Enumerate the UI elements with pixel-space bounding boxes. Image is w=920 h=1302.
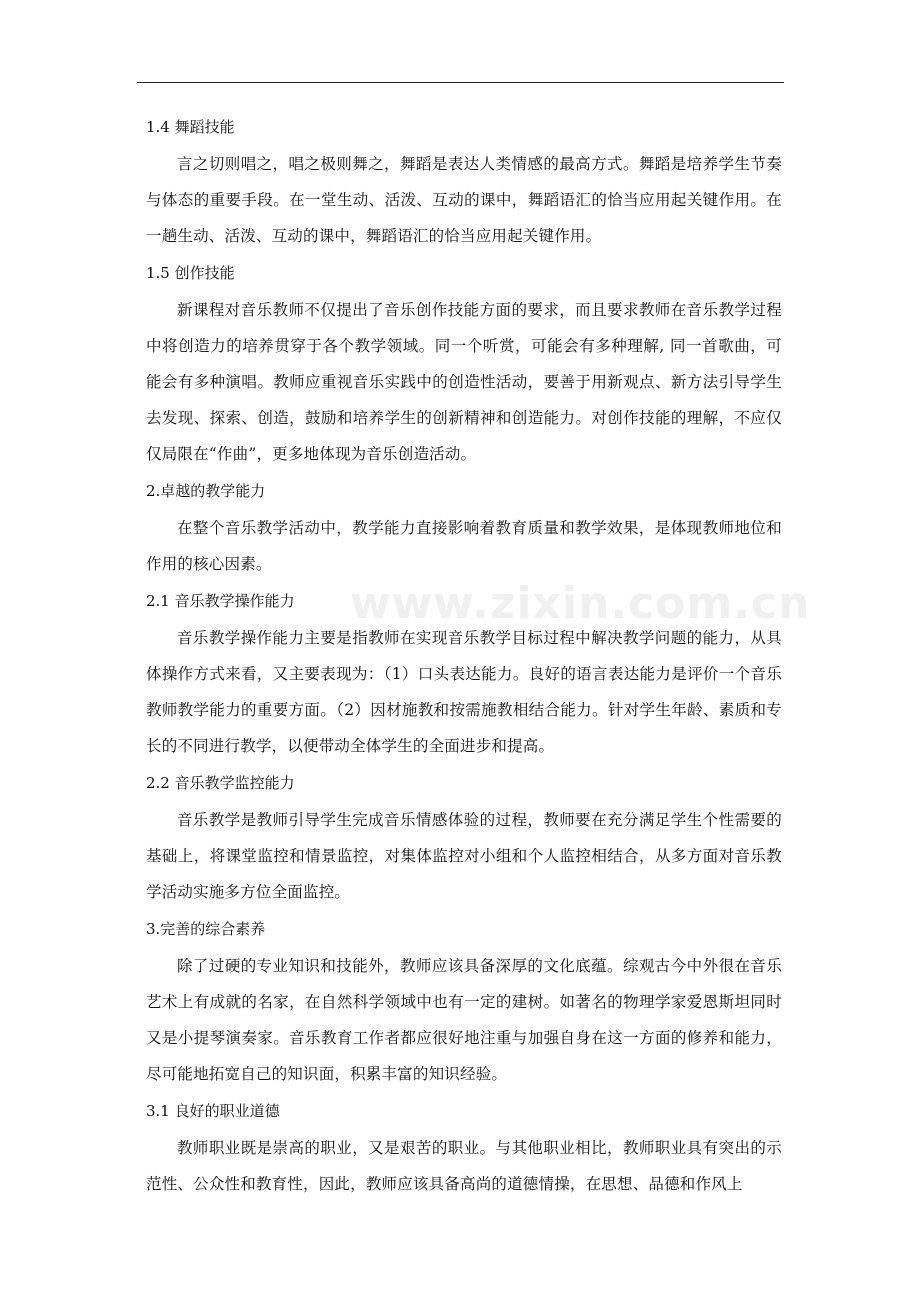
section-dance-skill	[146, 115, 782, 254]
section-heading: 3.1 良好的职业道德	[146, 1102, 280, 1120]
section-heading: 3.完善的综合素养	[146, 920, 266, 938]
paragraph: 除了过硬的专业知识和技能外，教师应该具备深厚的文化底蕴。综观古今中外很在音乐艺术上有成就的名家，在自然科学领域中也有一定的建树。如著名的物理学家爱恩斯坦同时又是小提琴演奏家。音乐教育工作者都应很好地注重与加强自身在这一方面的修养和能力，尽可能地拓宽自己的知识面，积累丰富的知识经验。	[146, 957, 782, 1083]
section-teaching-ability	[146, 479, 782, 582]
section-professional-ethics	[146, 1099, 782, 1202]
paragraph: 音乐教学是教师引导学生完成音乐情感体验的过程，教师要在充分满足学生个性需要的基础上，将课堂监控和情景监控，对集体监控对小组和个人监控相结合，从多方面对音乐教学活动实施多方位全面监控。	[146, 811, 782, 901]
section-heading: 1.4 舞蹈技能	[146, 118, 235, 136]
section-heading: 2.2 音乐教学监控能力	[146, 774, 295, 792]
header-rule	[137, 82, 784, 83]
paragraph: 教师职业既是崇高的职业，又是艰苦的职业。与其他职业相比，教师职业具有突出的示范性、公众性和教育性，因此，教师应该具备高尚的道德情操，在思想、品德和作风上	[146, 1139, 782, 1193]
section-comprehensive-quality	[146, 917, 782, 1092]
document-body	[146, 115, 782, 1209]
paragraph: 在整个音乐教学活动中，教学能力直接影响着教育质量和教学效果，是体现教师地位和作用的核心因素。	[146, 519, 782, 573]
section-creation-skill	[146, 261, 782, 472]
paragraph: 音乐教学操作能力主要是指教师在实现音乐教学目标过程中解决教学问题的能力，从具体操作方式来看，又主要表现为：（1）口头表达能力。良好的语言表达能力是评价一个音乐教师教学能力的重要方面。（2）因材施教和按需施教相结合能力。针对学生年龄、素质和专长的不同进行教学，以便带动全体学生的全面进步和提高。	[146, 629, 782, 755]
section-heading: 2.1 音乐教学操作能力	[146, 592, 295, 610]
section-heading: 2.卓越的教学能力	[146, 482, 266, 500]
paragraph: 言之切则唱之，唱之极则舞之，舞蹈是表达人类情感的最高方式。舞蹈是培养学生节奏与体态的重要手段。在一堂生动、活泼、互动的课中，舞蹈语汇的恰当应用起关键作用。在一趟生动、活泼、互动的课中，舞蹈语汇的恰当应用起关键作用。	[146, 155, 782, 245]
paragraph: 新课程对音乐教师不仅提出了音乐创作技能方面的要求，而且要求教师在音乐教学过程中将创造力的培养贯穿于各个教学领域。同一个听赏，可能会有多种理解, 同一首歌曲，可能会有多种演唱。教师应重视音乐实践中的创造性活动，要善于用新观点、新方法引导学生去发现、探索、创造，鼓励和培养学生的创新精神和创造能力。对创作技能的理解，不应仅仅局限在“作曲”，更多地体现为音乐创造活动。	[146, 301, 782, 463]
section-operation-ability	[146, 589, 782, 764]
section-heading: 1.5 创作技能	[146, 264, 235, 282]
section-monitoring-ability	[146, 771, 782, 910]
watermark-text: www.zixin.com.cn	[350, 578, 811, 629]
